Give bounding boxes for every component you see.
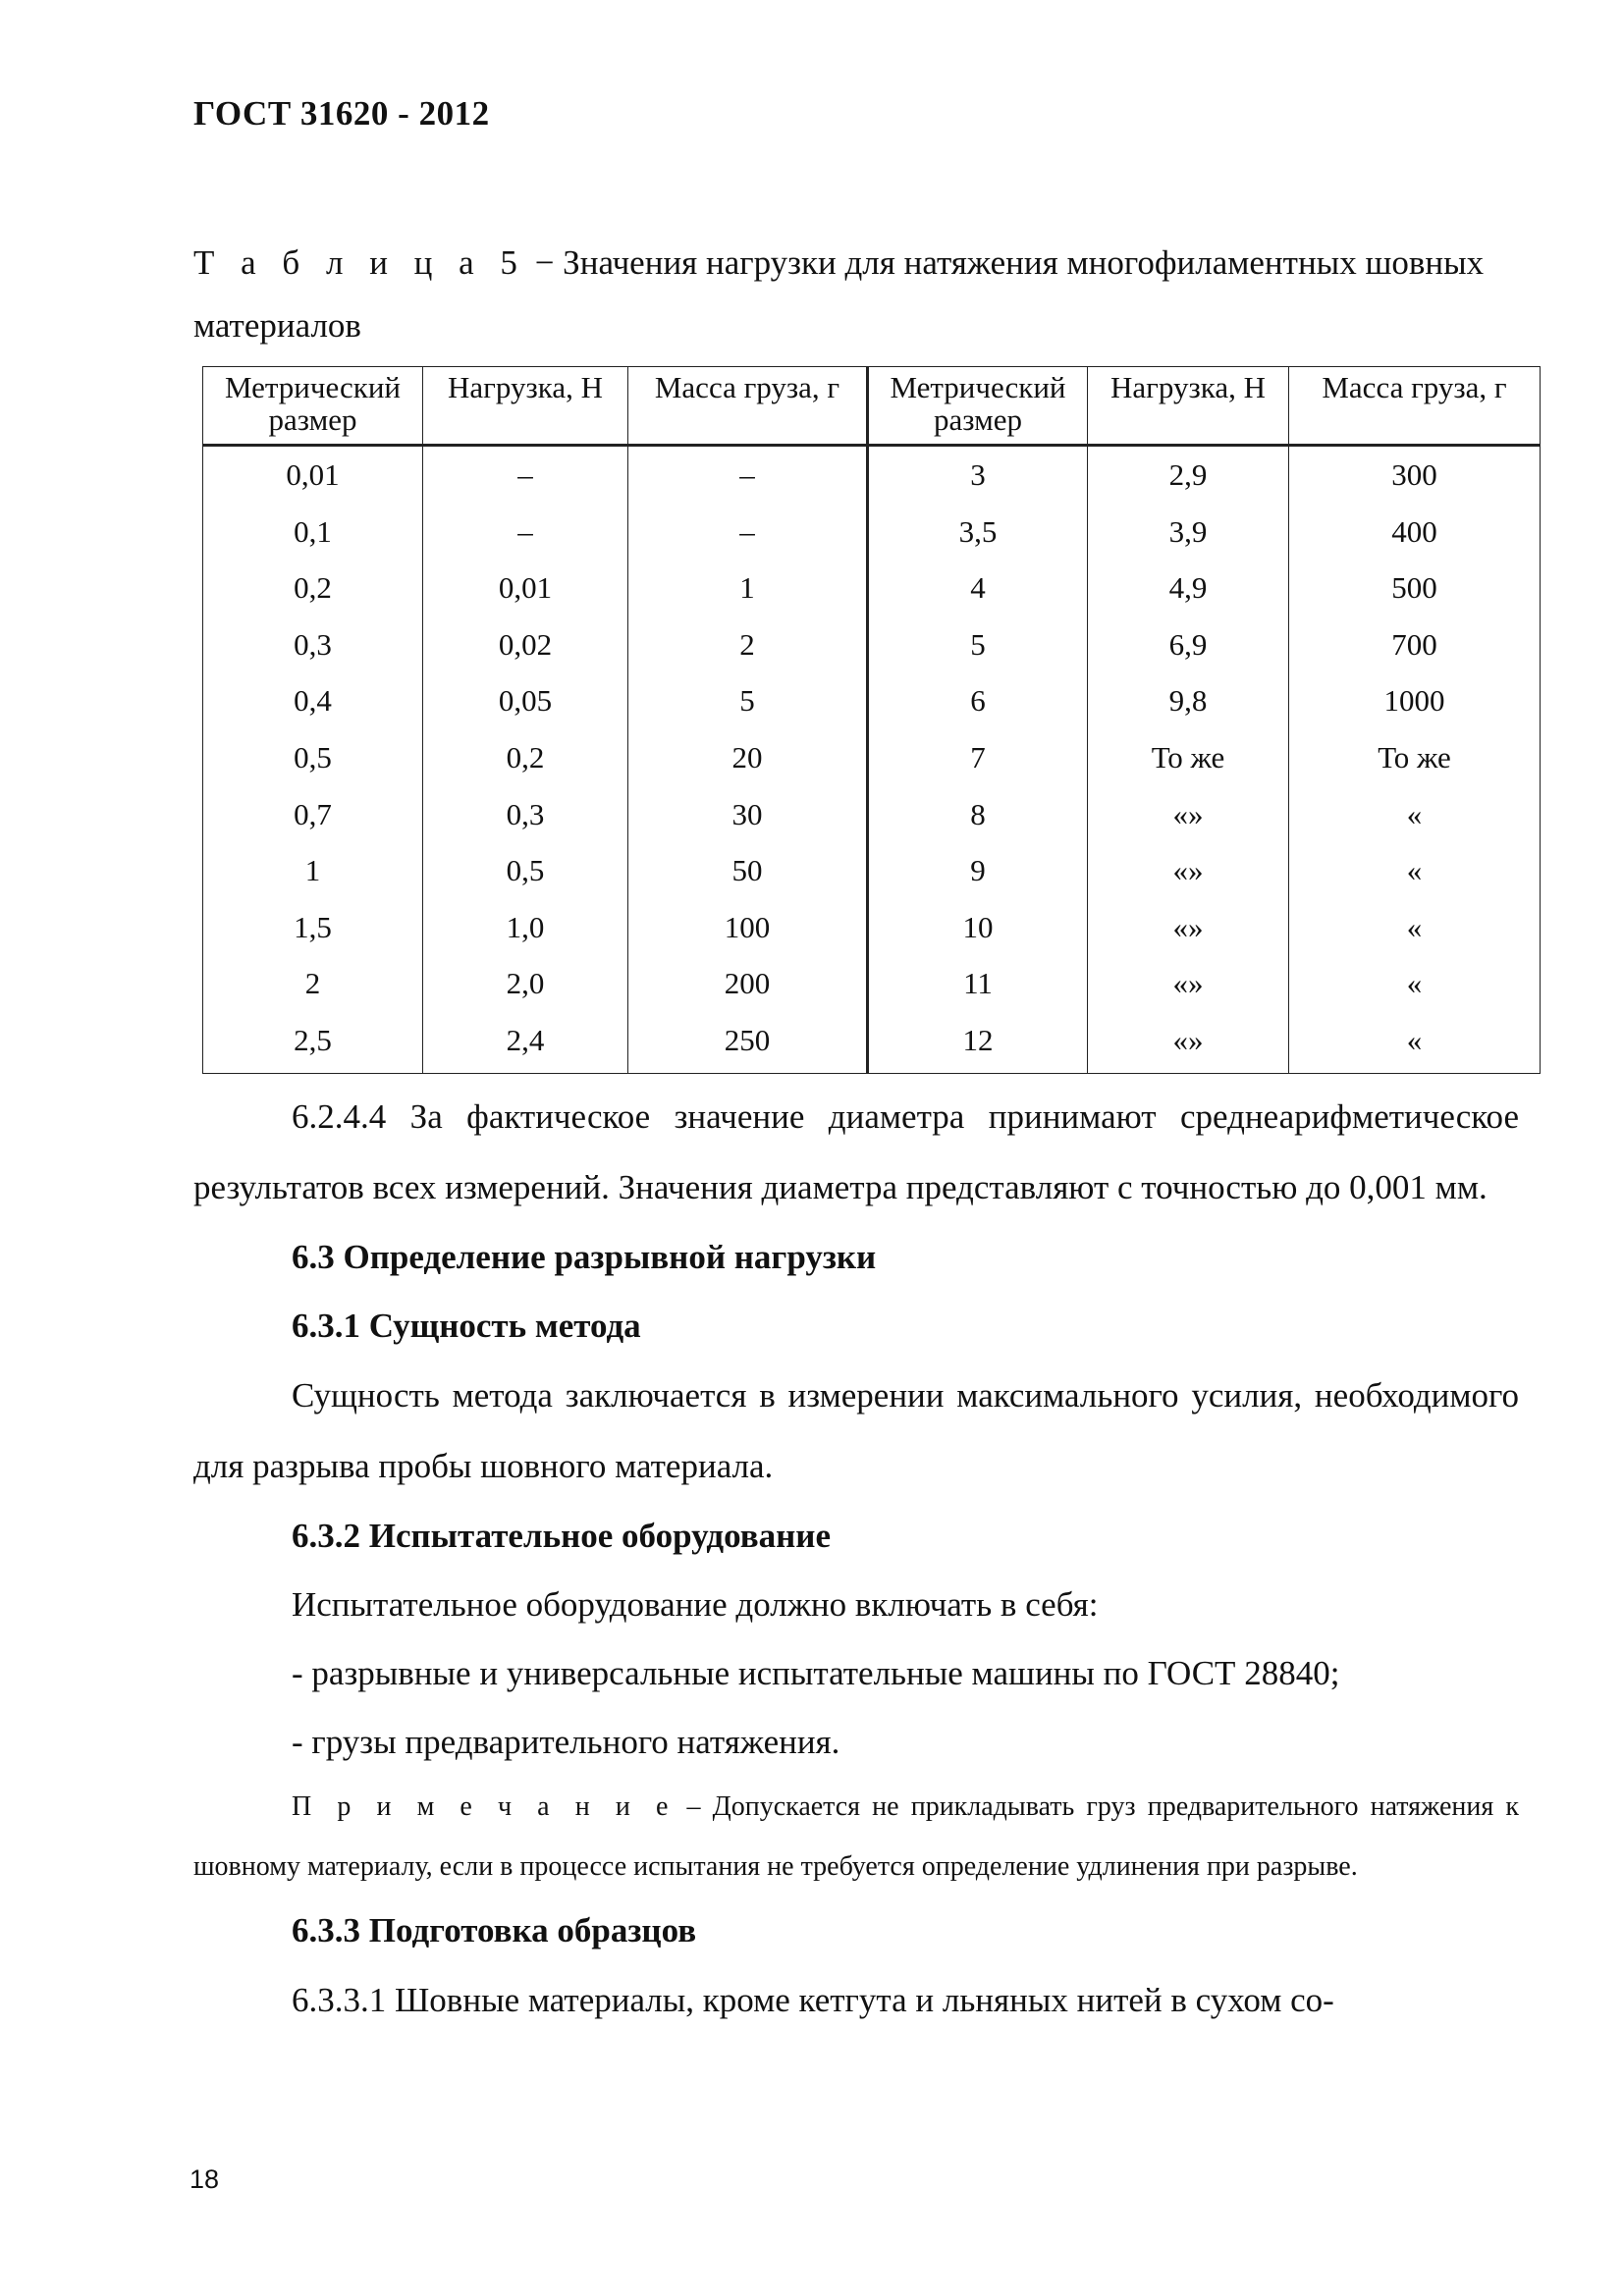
table-cell: 2,5 xyxy=(203,1012,423,1073)
section-heading-6-3-1: 6.3.1 Сущность метода xyxy=(292,1307,641,1345)
table-cell: 0,5 xyxy=(423,842,628,899)
table-cell: 4,9 xyxy=(1088,560,1289,616)
table-cell: То же xyxy=(1088,729,1289,786)
table-cell: 5 xyxy=(868,616,1088,673)
table-cell: – xyxy=(423,504,628,561)
table-cell: 12 xyxy=(868,1012,1088,1073)
table-cell: «» xyxy=(1088,786,1289,843)
table-cell: 0,02 xyxy=(423,616,628,673)
table-cell: 0,1 xyxy=(203,504,423,561)
table-cell: 400 xyxy=(1289,504,1541,561)
table-cell: 100 xyxy=(628,899,868,956)
table-cell: « xyxy=(1289,1012,1541,1073)
note-text: – Допускается не прикладывать груз предварительного натяжения к шовному материалу, если в процессе испытания не требуется определение удлинения при разрыве. xyxy=(193,1791,1519,1882)
column-header: Нагрузка, Н xyxy=(1088,367,1289,446)
table-cell: – xyxy=(423,446,628,504)
load-values-table xyxy=(202,366,1541,1074)
table-row xyxy=(203,786,1541,843)
table-row xyxy=(203,616,1541,673)
table-caption-label: Т а б л и ц а 5 xyxy=(193,243,526,282)
section-heading-6-3-2: 6.3.2 Испытательное оборудование xyxy=(292,1517,831,1555)
table-row xyxy=(203,955,1541,1012)
paragraph-6-3-3-1: 6.3.3.1 Шовные материалы, кроме кетгута и льняных нитей в сухом со- xyxy=(292,1981,1334,2019)
table-cell: 0,01 xyxy=(203,446,423,504)
table-cell: 3 xyxy=(868,446,1088,504)
table-cell: 3,9 xyxy=(1088,504,1289,561)
table-cell: «» xyxy=(1088,955,1289,1012)
table-cell: 6 xyxy=(868,672,1088,729)
paragraph-6-2-4-4: 6.2.4.4 За фактическое значение диаметра принимают среднеарифметическое результатов всех измерений. Значения диаметра представляют с точностью до 0,001 мм. xyxy=(193,1097,1519,1206)
table-cell: – xyxy=(628,446,868,504)
paragraph-6-3-2: Испытательное оборудование должно включать в себя: xyxy=(292,1585,1099,1624)
table-cell: « xyxy=(1289,899,1541,956)
table-cell: 2,4 xyxy=(423,1012,628,1073)
table-row xyxy=(203,842,1541,899)
table-row xyxy=(203,899,1541,956)
table-cell: 700 xyxy=(1289,616,1541,673)
table-cell: «» xyxy=(1088,842,1289,899)
table-cell: То же xyxy=(1289,729,1541,786)
table-cell: 1 xyxy=(628,560,868,616)
table-row xyxy=(203,446,1541,504)
table-cell: 0,5 xyxy=(203,729,423,786)
note-label: П р и м е ч а н и е xyxy=(292,1791,676,1822)
table-cell: 6,9 xyxy=(1088,616,1289,673)
table-cell: « xyxy=(1289,842,1541,899)
table-cell: 9,8 xyxy=(1088,672,1289,729)
table-cell: 0,2 xyxy=(203,560,423,616)
table-row xyxy=(203,672,1541,729)
table-body xyxy=(203,446,1541,1074)
table-cell: 0,3 xyxy=(423,786,628,843)
table-cell: 0,2 xyxy=(423,729,628,786)
table-cell: 0,01 xyxy=(423,560,628,616)
section-heading-6-3-3: 6.3.3 Подготовка образцов xyxy=(292,1911,697,1949)
table-cell: 2,9 xyxy=(1088,446,1289,504)
table-cell: « xyxy=(1289,786,1541,843)
column-header: Метрический размер xyxy=(203,367,423,446)
table-cell: 300 xyxy=(1289,446,1541,504)
table-cell: 9 xyxy=(868,842,1088,899)
column-header: Нагрузка, Н xyxy=(423,367,628,446)
table-cell: 250 xyxy=(628,1012,868,1073)
table-cell: 0,3 xyxy=(203,616,423,673)
table-cell: 7 xyxy=(868,729,1088,786)
table-cell: 5 xyxy=(628,672,868,729)
table-cell: 0,05 xyxy=(423,672,628,729)
column-header: Масса груза, г xyxy=(628,367,868,446)
table-cell: 0,7 xyxy=(203,786,423,843)
note xyxy=(193,1777,1519,1896)
table-cell: 500 xyxy=(1289,560,1541,616)
list-item: - разрывные и универсальные испытательные машины по ГОСТ 28840; xyxy=(292,1654,1340,1692)
table-cell: «» xyxy=(1088,1012,1289,1073)
table-cell: 3,5 xyxy=(868,504,1088,561)
main-text xyxy=(193,1082,1519,2036)
table-cell: 200 xyxy=(628,955,868,1012)
table-cell: 4 xyxy=(868,560,1088,616)
table-row xyxy=(203,560,1541,616)
column-header: Масса груза, г xyxy=(1289,367,1541,446)
table-cell: 0,4 xyxy=(203,672,423,729)
table-cell: 20 xyxy=(628,729,868,786)
table-row xyxy=(203,729,1541,786)
column-header: Метрический размер xyxy=(868,367,1088,446)
table-caption-text: − Значения нагрузки для натяжения многофиламентных шовных материалов xyxy=(193,243,1485,345)
table-cell: 50 xyxy=(628,842,868,899)
table-cell: «» xyxy=(1088,899,1289,956)
table-cell: 1,5 xyxy=(203,899,423,956)
table-caption xyxy=(193,232,1519,357)
table-header-row xyxy=(203,367,1541,446)
table-cell: 11 xyxy=(868,955,1088,1012)
table-cell: 10 xyxy=(868,899,1088,956)
table-cell: 2,0 xyxy=(423,955,628,1012)
list-item: - грузы предварительного натяжения. xyxy=(292,1723,840,1761)
paragraph-6-3-1: Сущность метода заключается в измерении максимального усилия, необходимого для разрыва пробы шовного материала. xyxy=(193,1376,1519,1485)
table-row xyxy=(203,1012,1541,1073)
document-id: ГОСТ 31620 - 2012 xyxy=(193,94,490,133)
table-cell: 30 xyxy=(628,786,868,843)
section-heading-6-3: 6.3 Определение разрывной нагрузки xyxy=(292,1238,877,1276)
table-cell: « xyxy=(1289,955,1541,1012)
table-cell: 2 xyxy=(628,616,868,673)
table-cell: 1,0 xyxy=(423,899,628,956)
table-cell: 8 xyxy=(868,786,1088,843)
table-cell: – xyxy=(628,504,868,561)
page-number: 18 xyxy=(189,2164,220,2194)
table-cell: 1000 xyxy=(1289,672,1541,729)
table-cell: 1 xyxy=(203,842,423,899)
table-cell: 2 xyxy=(203,955,423,1012)
table-row xyxy=(203,504,1541,561)
